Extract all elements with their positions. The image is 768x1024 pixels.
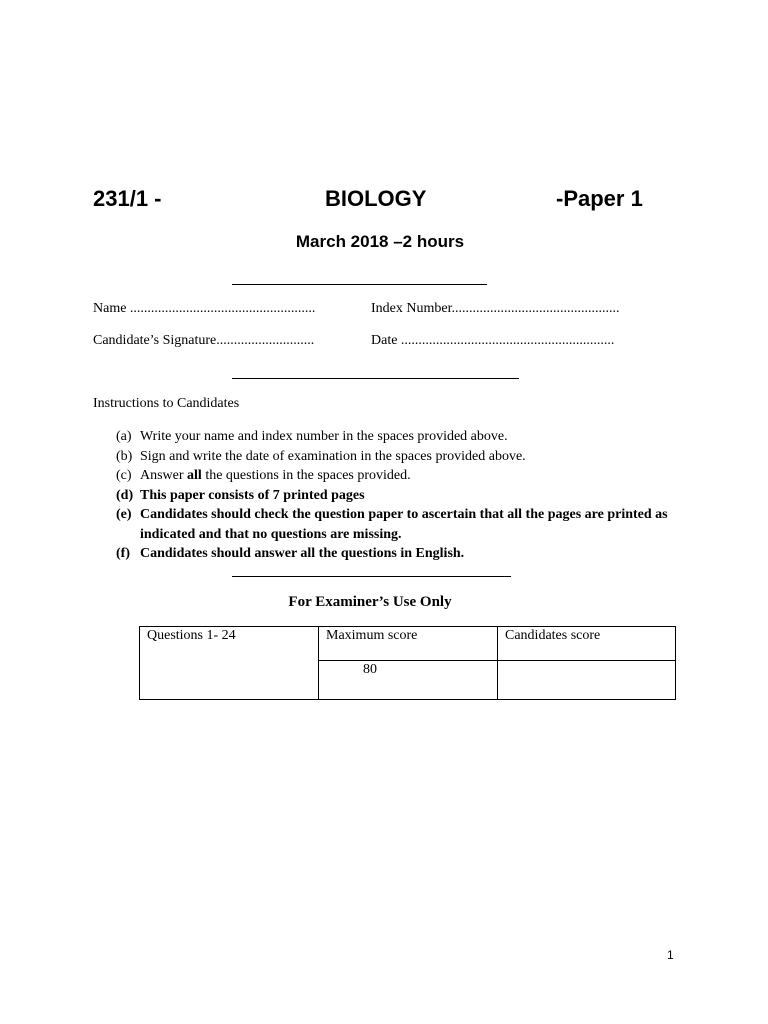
- instruction-item: [116, 486, 676, 506]
- exam-date-duration: March 2018 –2 hours: [295, 232, 465, 251]
- instructions-list: [116, 427, 676, 564]
- instruction-marker: (f): [116, 546, 130, 561]
- divider-middle: [232, 378, 519, 379]
- max-score-value-cell: 80: [319, 661, 498, 700]
- instruction-text: Candidates should answer all the questions in English.: [140, 546, 465, 561]
- instruction-marker: (a): [116, 429, 132, 444]
- max-score-header-cell: Maximum score: [319, 627, 498, 661]
- divider-top: [232, 284, 487, 285]
- paper-code: 231/1 -: [93, 186, 162, 211]
- index-number-field: Index Number................................................: [371, 301, 620, 316]
- instructions-title: Instructions to Candidates: [93, 396, 240, 411]
- score-table: [139, 626, 676, 700]
- instruction-item: [116, 544, 676, 564]
- instruction-item: [116, 427, 676, 447]
- instruction-text: Answer all the questions in the spaces provided.: [140, 468, 411, 483]
- instruction-item: [116, 447, 676, 467]
- paper-number: -Paper 1: [556, 186, 643, 211]
- table-row: [140, 627, 676, 661]
- instruction-item: [116, 466, 676, 486]
- instruction-marker: (b): [116, 448, 133, 464]
- instruction-text: Candidates should check the question paper to ascertain that all the pages are printed as indicated and that no questions are missing.: [140, 507, 668, 542]
- page-number: 1: [667, 948, 674, 962]
- subject-title: BIOLOGY: [325, 186, 427, 211]
- examiner-use-title: For Examiner’s Use Only: [288, 594, 452, 610]
- instruction-item: [116, 505, 676, 544]
- candidates-score-header-cell: Candidates score: [498, 627, 676, 661]
- candidate-score-value-cell[interactable]: [498, 661, 676, 700]
- divider-bottom: [232, 576, 511, 577]
- signature-field: Candidate’s Signature............................: [93, 333, 315, 348]
- date-field: Date .............................................................: [371, 333, 615, 348]
- name-field: Name .....................................................: [93, 301, 316, 316]
- instruction-marker: (e): [116, 507, 132, 522]
- instruction-marker: (d): [116, 487, 134, 503]
- questions-header-cell: Questions 1- 24: [140, 627, 319, 700]
- instruction-marker: (c): [116, 468, 132, 483]
- instruction-text: Sign and write the date of examination in the spaces provided above.: [140, 448, 526, 464]
- instruction-text: Write your name and index number in the spaces provided above.: [140, 429, 508, 444]
- instruction-text: This paper consists of 7 printed pages: [140, 487, 365, 503]
